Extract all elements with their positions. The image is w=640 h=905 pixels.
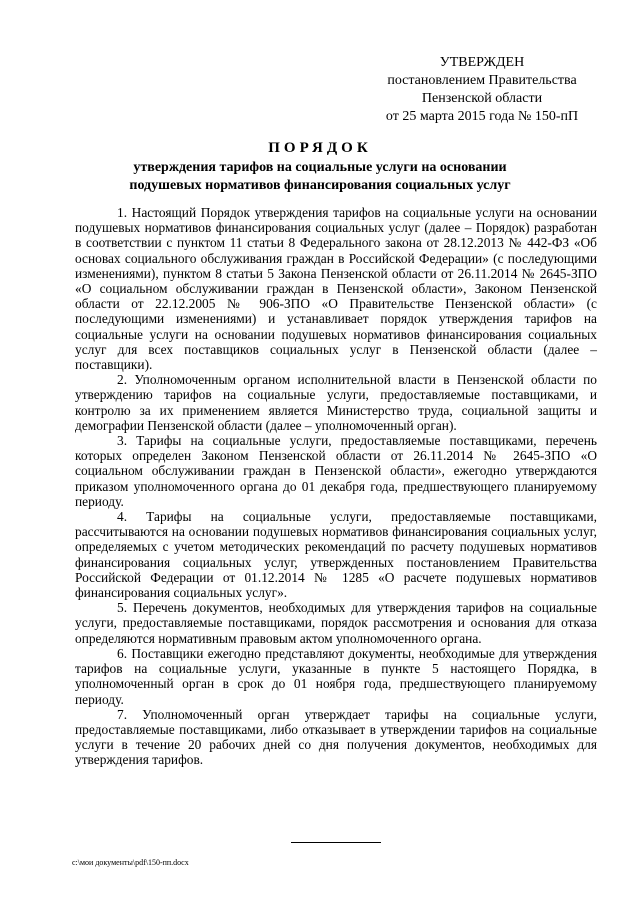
paragraph-3: 3. Тарифы на социальные услуги, предоставляемые поставщиками, перечень которых определен Законом Пензенской области от 26.11.2014 № 2645-ЗПО «О социальном обслуживании граждан в Пензенской области», ежегодно утверждаются приказом уполномоченного органа до 01 декабря года, предшествующего планируемому периоду. (75, 433, 597, 509)
paragraph-7: 7. Уполномоченный орган утверждает тарифы на социальные услуги, предоставляемые поставщиками, либо отказывает в утверждении тарифов на социальные услуги в течение 20 рабочих дней со дня получения документов, необходимых для утверждения тарифов. (75, 706, 597, 768)
approval-line: от 25 марта 2015 года № 150-пП (385, 109, 579, 124)
paragraph-4: 4. Тарифы на социальные услуги, предоставляемые поставщиками, рассчитываются на основании подушевых нормативов финансирования социальных услуг, определяемых с учетом методических рекомендаций по расчету подушевых нормативов финансирования социальных услуг, утвержденных постановлением Правительства Российской Федерации от 01.12.2014 № 1285 «О расчете подушевых нормативов финансирования социальных услуг». (75, 509, 597, 601)
approval-line: постановлением Правительства (387, 73, 577, 88)
document-body (75, 205, 597, 768)
approval-heading: УТВЕРЖДЕН (439, 55, 525, 70)
file-path-footer: c:\мои документы\pdf\150-пп.docx (72, 858, 189, 867)
paragraph-2: 2. Уполномоченным органом исполнительной власти в Пензенской области по утверждению тарифов на социальные услуги, предоставляемые поставщиками, и контролю за их применением является Министерство труда, социальной защиты и демографии Пензенской области (далее – уполномоченный орган). (75, 372, 597, 433)
subtitle-line: подушевых нормативов финансирования социальных услуг (129, 178, 511, 193)
approval-line: Пензенской области (421, 91, 543, 106)
approval-stamp (360, 54, 604, 126)
subtitle-line: утверждения тарифов на социальные услуги на основании (133, 160, 507, 175)
end-divider (291, 842, 381, 843)
paragraph-6: 6. Поставщики ежегодно представляют документы, необходимые для утверждения тарифов на социальные услуги, указанные в пункте 5 настоящего Порядка, в уполномоченный орган в срок до 01 ноября года, предшествующего планируемому периоду. (75, 645, 597, 707)
paragraph-1: 1. Настоящий Порядок утверждения тарифов на социальные услуги на основании подушевых нормативов финансирования социальных услуг (далее – Порядок) разработан в соответствии с пунктом 11 статьи 8 Федерального закона от 28.12.2013 № 442-ФЗ «Об основах социального обслуживания граждан в Российской Федерации» (с последующими изменениями), пунктом 8 статьи 5 Закона Пензенской области от 26.11.2014 № 2645-ЗПО «О социальном обслуживании граждан в Пензенской области», Законом Пензенской области от 22.12.2005 № 906-ЗПО «О Правительстве Пензенской области» (с последующими изменениями) и устанавливает порядок утверждения тарифов на социальные услуги на основании подушевых нормативов финансирования социальных услуг для всех поставщиков социальных услуг в Пензенской области (далее – поставщики). (75, 205, 597, 373)
document-title: ПОРЯДОК (268, 140, 372, 156)
paragraph-5: 5. Перечень документов, необходимых для утверждения тарифов на социальные услуги, предоставляемые поставщиками, порядок рассмотрения и основания для отказа определяются нормативным правовым актом уполномоченного органа. (75, 600, 597, 646)
document-subtitle (90, 159, 550, 195)
